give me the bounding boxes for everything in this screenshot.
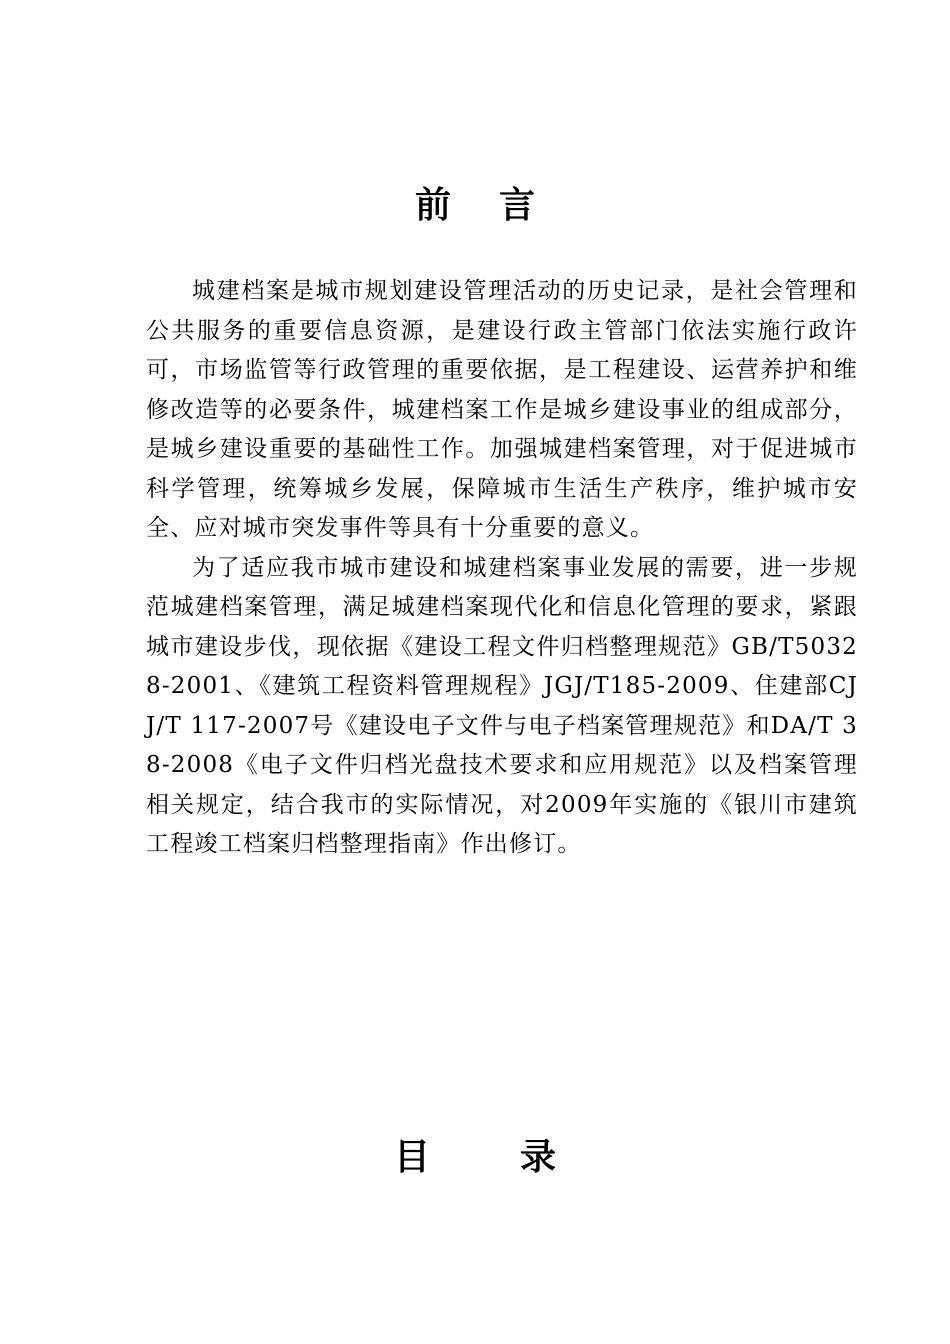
toc-title: 目录 <box>393 1136 646 1178</box>
preface-title: 前言 <box>414 184 583 226</box>
preface-body <box>146 272 858 865</box>
preface-paragraph-1: 城建档案是城市规划建设管理活动的历史记录，是社会管理和公共服务的重要信息资源，是建设行政主管部门依法实施行政许可，市场监管等行政管理的重要依据，是工程建设、运营养护和维修改造等的必要条件，城建档案工作是城乡建设事业的组成部分，是城乡建设重要的基础性工作。加强城建档案管理，对于促进城市科学管理，统筹城乡发展，保障城市生活生产秩序，维护城市安全、应对城市突发事件等具有十分重要的意义。 <box>146 278 858 541</box>
preface-paragraph-2: 为了适应我市城市建设和城建档案事业发展的需要，进一步规范城建档案管理，满足城建档案现代化和信息化管理的要求，紧跟城市建设步伐，现依据《建设工程文件归档整理规范》GB/T50328-2001、《建筑工程资料管理规程》JGJ/T185-2009、住建部CJJ/T 117-2007号《建设电子文件与电子档案管理规范》和DA/T 38-2008《电子文件归档光盘技术要求和应用规范》以及档案管理相关规定，结合我市的实际情况，对2009年实施的《银川市建筑工程竣工档案归档整理指南》作出修订。 <box>146 554 858 857</box>
